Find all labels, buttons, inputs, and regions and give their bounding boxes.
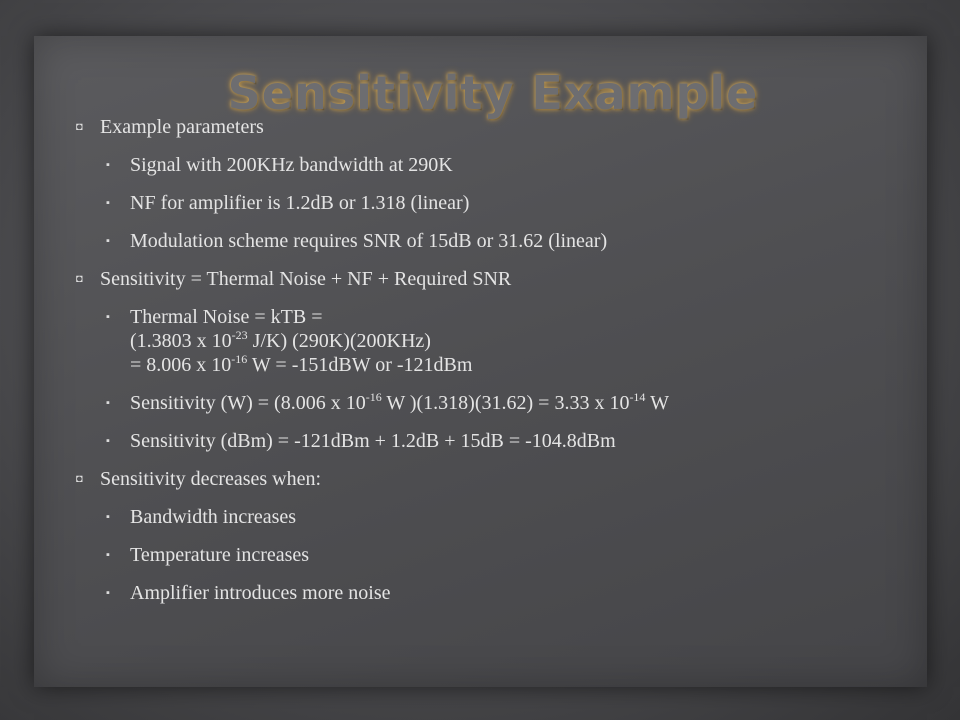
- square-bullet-icon: ◘: [76, 273, 83, 285]
- bullet-text: Example parameters: [100, 116, 264, 138]
- sub-bullet-item: [76, 581, 896, 605]
- sub-bullet-text: Amplifier introduces more noise: [130, 582, 391, 604]
- sensitivity-watts-equation: [130, 391, 896, 415]
- sub-bullet-item: [76, 505, 896, 529]
- sub-bullet-text: Signal with 200KHz bandwidth at 290K: [130, 154, 453, 176]
- bullet-item: [76, 267, 896, 291]
- thermal-noise-equation: [130, 305, 896, 377]
- sub-bullet-text: Bandwidth increases: [130, 506, 297, 528]
- sub-bullet-item: [76, 191, 896, 215]
- bullet-text: Sensitivity decreases when:: [100, 468, 322, 490]
- small-square-bullet-icon: ▪: [106, 587, 110, 599]
- small-square-bullet-icon: ▪: [106, 549, 110, 561]
- thermal-noise-line-1: Thermal Noise = kTB =: [130, 306, 323, 328]
- small-square-bullet-icon: ▪: [106, 235, 110, 247]
- sub-bullet-item: [76, 229, 896, 253]
- thermal-noise-line-3: [130, 353, 896, 377]
- bullet-item: [76, 467, 896, 491]
- equation-text: W: [645, 392, 669, 414]
- small-square-bullet-icon: ▪: [106, 197, 110, 209]
- exponent: -16: [365, 390, 382, 404]
- small-square-bullet-icon: ▪: [106, 511, 110, 523]
- sub-bullet-text: Temperature increases: [130, 544, 310, 566]
- small-square-bullet-icon: ▪: [106, 435, 110, 447]
- sub-bullet-text: NF for amplifier is 1.2dB or 1.318 (linear): [130, 192, 470, 214]
- equation-text: W = -151dBW or -121dBm: [247, 354, 473, 376]
- equation-text: = 8.006 x 10: [130, 354, 232, 376]
- sub-bullet-text: Modulation scheme requires SNR of 15dB or 31.62 (linear): [130, 230, 608, 252]
- equation-text: J/K) (290K)(200KHz): [247, 330, 431, 352]
- small-square-bullet-icon: ▪: [106, 159, 110, 171]
- small-square-bullet-icon: ▪: [106, 311, 110, 323]
- sub-bullet-item: [76, 153, 896, 177]
- equation-text: Sensitivity (W) = (8.006 x 10: [130, 392, 366, 414]
- thermal-noise-line-2: [130, 329, 896, 353]
- sub-bullet-item-sensitivity-watts: [76, 391, 896, 415]
- sub-bullet-item: [76, 543, 896, 567]
- equation-text: (1.3803 x 10: [130, 330, 232, 352]
- slide-title: Sensitivity Example: [227, 66, 759, 120]
- square-bullet-icon: ◘: [76, 473, 83, 485]
- square-bullet-icon: ◘: [76, 121, 83, 133]
- sensitivity-dbm-equation: Sensitivity (dBm) = -121dBm + 1.2dB + 15dB = -104.8dBm: [130, 430, 616, 452]
- exponent: -14: [629, 390, 646, 404]
- sub-bullet-item-sensitivity-dbm: [76, 429, 896, 453]
- sub-bullet-item-thermal-noise: [76, 305, 896, 377]
- equation-text: W )(1.318)(31.62) = 3.33 x 10: [381, 392, 630, 414]
- bullet-list: [76, 115, 896, 605]
- bullet-item: [76, 115, 896, 139]
- exponent: -16: [231, 352, 248, 366]
- small-square-bullet-icon: ▪: [106, 397, 110, 409]
- exponent: -23: [231, 328, 248, 342]
- bullet-text: Sensitivity = Thermal Noise + NF + Required SNR: [100, 268, 512, 290]
